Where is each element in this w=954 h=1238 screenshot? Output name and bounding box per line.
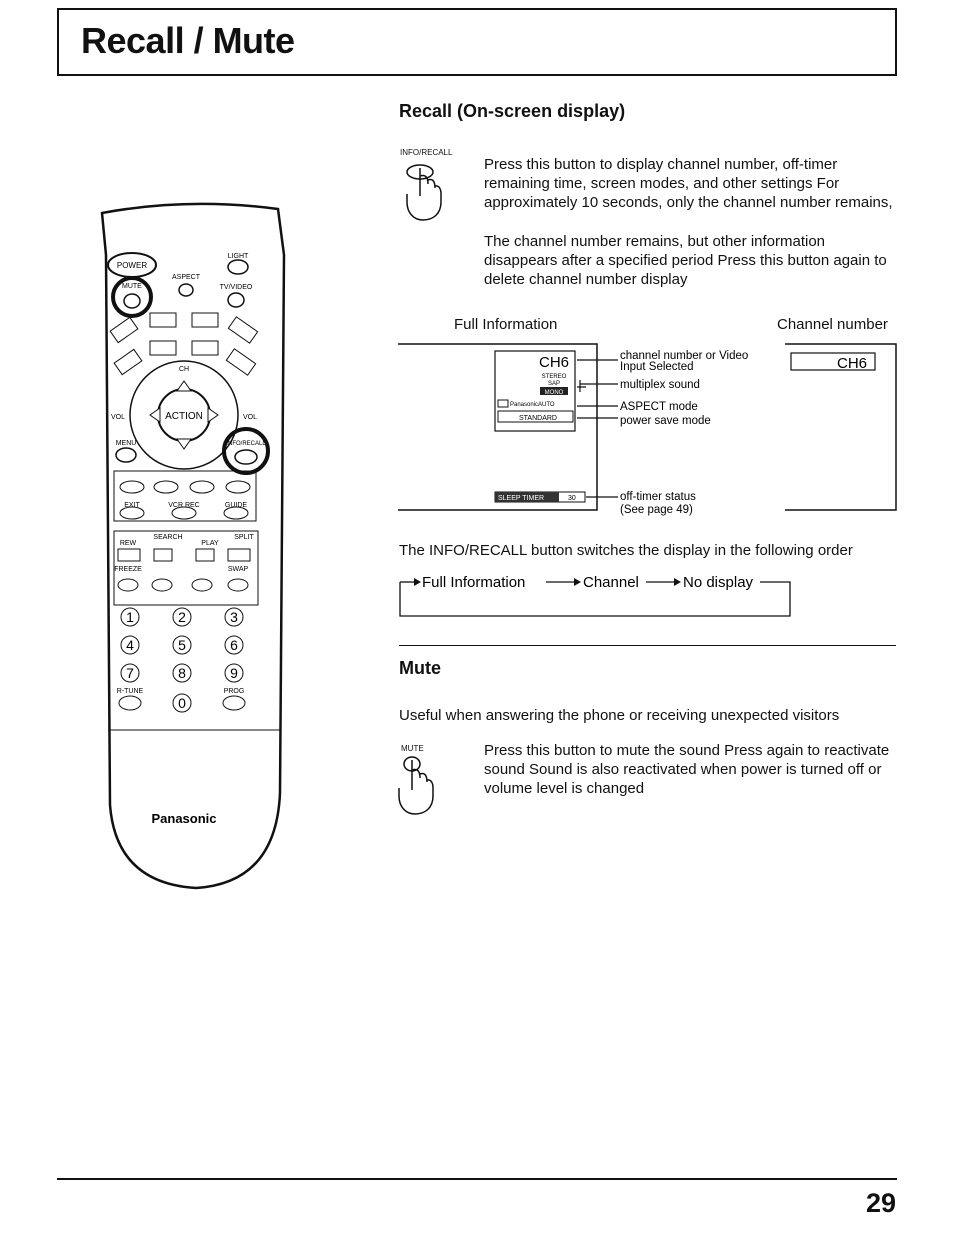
svg-text:PLAY: PLAY bbox=[201, 540, 219, 547]
page-number: 29 bbox=[865, 1188, 896, 1218]
mute-button bbox=[124, 294, 140, 308]
svg-text:LIGHT: LIGHT bbox=[227, 253, 249, 260]
svg-text:9: 9 bbox=[230, 665, 238, 681]
power-label: POWER bbox=[116, 261, 148, 270]
svg-text:ASPECT: ASPECT bbox=[171, 274, 201, 281]
recall-paragraph-1: Press this button to display channel number, off-timer remaining time, screen modes, and other settings For approximately 10 seconds, only the channel number remains, bbox=[484, 156, 893, 211]
svg-text:(See page 49): (See page 49) bbox=[620, 504, 693, 516]
svg-text:ACTION: ACTION bbox=[165, 411, 203, 422]
svg-text:VOL: VOL bbox=[110, 414, 126, 421]
svg-text:MUTE: MUTE bbox=[122, 283, 142, 290]
svg-text:3: 3 bbox=[230, 609, 238, 625]
recall-heading: Recall (On-screen display) bbox=[399, 101, 626, 121]
recall-paragraph-2: The channel number remains, but other information disappears after a specified period Press this button again to delete channel number display bbox=[484, 233, 887, 288]
footer-rule bbox=[57, 1178, 897, 1180]
svg-text:CH: CH bbox=[178, 366, 190, 373]
full-information-label: Full Information bbox=[454, 316, 558, 333]
svg-text:power save mode: power save mode bbox=[620, 415, 711, 427]
svg-text:off-timer status: off-timer status bbox=[620, 491, 696, 503]
svg-text:5: 5 bbox=[178, 637, 186, 653]
brand-logo: Panasonic bbox=[151, 811, 217, 826]
press-hand-icon bbox=[402, 158, 448, 224]
svg-text:ASPECT mode: ASPECT mode bbox=[620, 401, 698, 413]
svg-text:INFO/RECALL: INFO/RECALL bbox=[226, 441, 266, 447]
svg-text:Channel: Channel bbox=[583, 574, 639, 591]
mute-button-label: MUTE bbox=[401, 744, 424, 753]
svg-text:8: 8 bbox=[178, 665, 186, 681]
svg-text:7: 7 bbox=[126, 665, 134, 681]
press-hand-icon bbox=[396, 754, 442, 820]
channel-only-display: CH6 bbox=[836, 355, 868, 372]
info-recall-label: INFO/RECALL bbox=[400, 148, 453, 157]
mute-intro: Useful when answering the phone or receiving unexpected visitors bbox=[399, 707, 840, 724]
svg-text:R-TUNE: R-TUNE bbox=[116, 688, 144, 695]
svg-text:SLEEP TIMER: SLEEP TIMER bbox=[498, 495, 545, 502]
svg-text:EXIT: EXIT bbox=[124, 502, 140, 509]
page-title: Recall / Mute bbox=[81, 20, 295, 61]
svg-text:GUIDE: GUIDE bbox=[224, 502, 248, 509]
svg-text:TV/VIDEO: TV/VIDEO bbox=[219, 284, 253, 291]
order-text: The INFO/RECALL button switches the display in the following order bbox=[399, 542, 853, 559]
svg-text:6: 6 bbox=[230, 637, 238, 653]
svg-text:PROG: PROG bbox=[223, 688, 245, 695]
remote-illustration bbox=[88, 195, 298, 895]
svg-text:No display: No display bbox=[683, 574, 754, 591]
svg-text:STEREO: STEREO bbox=[541, 374, 567, 380]
svg-text:VCR REC: VCR REC bbox=[168, 502, 200, 509]
svg-text:MENU: MENU bbox=[115, 440, 137, 447]
info-recall-button bbox=[235, 450, 257, 464]
channel-number-label: Channel number bbox=[777, 316, 888, 333]
display-order-flow bbox=[398, 568, 798, 620]
svg-text:CH6: CH6 bbox=[538, 354, 570, 371]
svg-text:REW: REW bbox=[119, 540, 137, 547]
svg-text:30: 30 bbox=[568, 495, 576, 502]
svg-text:SEARCH: SEARCH bbox=[153, 534, 183, 541]
svg-text:MONO: MONO bbox=[544, 390, 564, 396]
svg-text:PanasonicAUTO: PanasonicAUTO bbox=[510, 402, 555, 408]
svg-text:SWAP: SWAP bbox=[227, 566, 249, 573]
svg-text:0: 0 bbox=[178, 695, 186, 711]
full-information-diagram bbox=[398, 340, 898, 520]
svg-text:1: 1 bbox=[126, 609, 134, 625]
svg-text:SPLIT: SPLIT bbox=[234, 534, 254, 541]
svg-text:STANDARD: STANDARD bbox=[519, 415, 557, 422]
svg-text:Full Information: Full Information bbox=[422, 574, 526, 591]
svg-text:channel number or Video: channel number or Video bbox=[620, 350, 749, 362]
mute-paragraph: Press this button to mute the sound Press again to reactivate sound Sound is also reactivated when power is turned off or volume level is changed bbox=[484, 742, 890, 797]
mute-heading: Mute bbox=[399, 658, 441, 678]
svg-text:SAP: SAP bbox=[547, 381, 561, 387]
page-title-box bbox=[57, 8, 897, 76]
svg-text:Input Selected: Input Selected bbox=[620, 361, 694, 373]
svg-text:multiplex sound: multiplex sound bbox=[620, 379, 700, 391]
section-divider bbox=[399, 645, 896, 646]
svg-text:4: 4 bbox=[126, 637, 134, 653]
svg-text:FREEZE: FREEZE bbox=[114, 566, 142, 573]
svg-text:VOL: VOL bbox=[242, 414, 258, 421]
svg-text:2: 2 bbox=[178, 609, 186, 625]
